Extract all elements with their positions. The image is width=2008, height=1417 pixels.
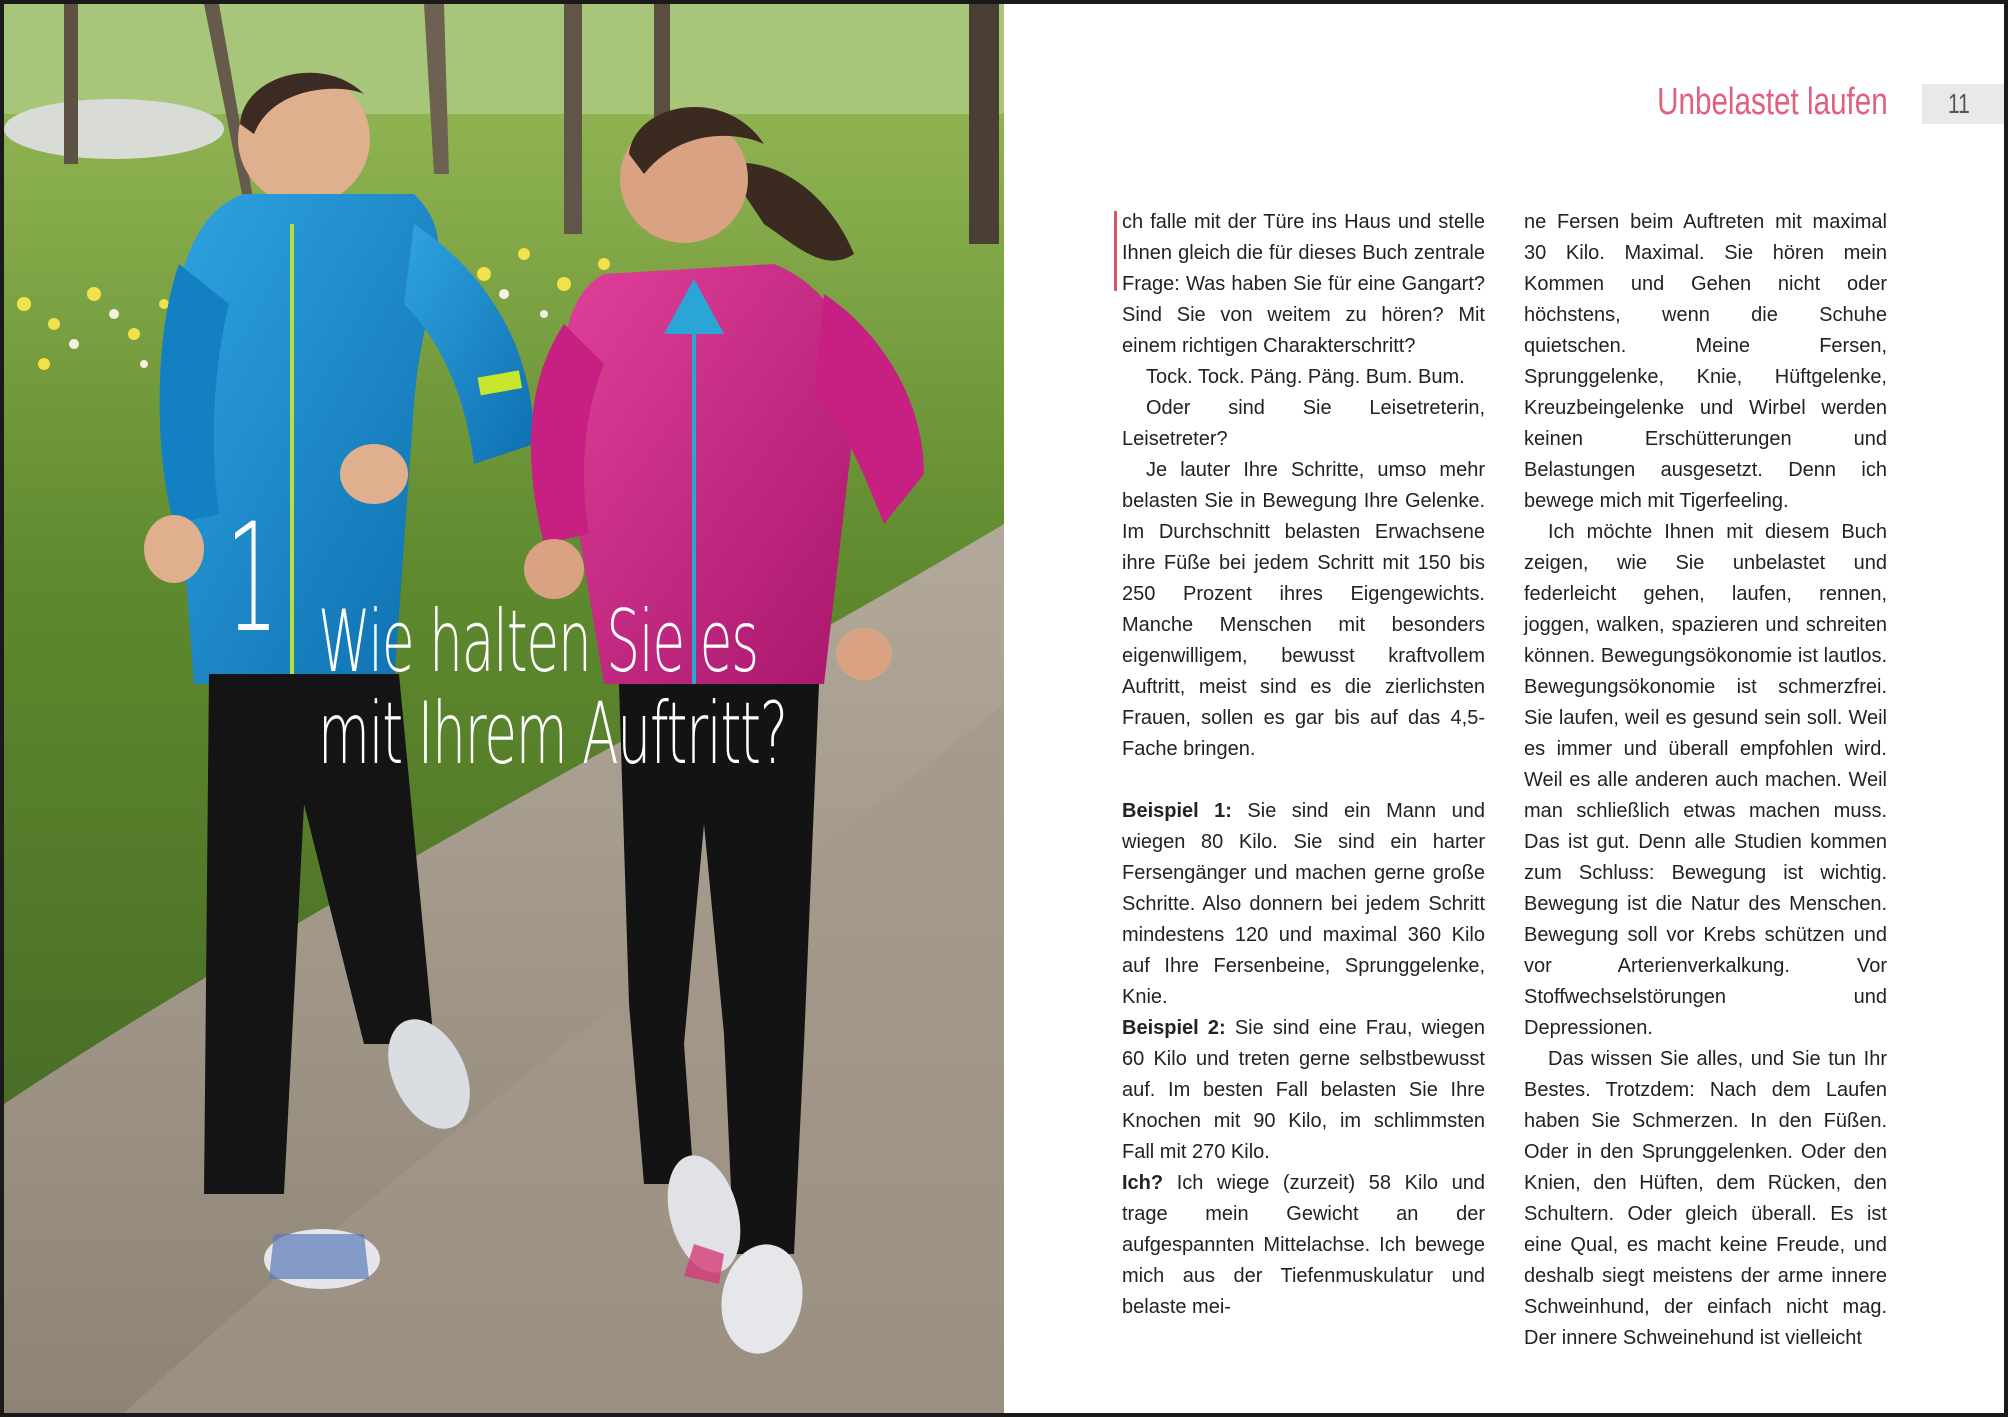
example-label: Beispiel 2: xyxy=(1122,1017,1226,1039)
text-column-2 xyxy=(1524,207,1887,1354)
running-title: Unbelastet laufen xyxy=(1657,81,1888,123)
chapter-title-line-1: Wie halten Sie es xyxy=(318,592,758,692)
paragraph: Tock. Tock. Päng. Päng. Bum. Bum. xyxy=(1146,366,1465,388)
initial-marker xyxy=(1114,211,1117,291)
paragraph: Das wissen Sie alles, und Sie tun Ihr Bestes. Trotzdem: Nach dem Laufen haben Sie Schmerzen. In den Füßen. Oder in den Sprunggelenken. Oder den Knien, den Hüften, dem Rücken, den Schultern. Oder gleich überall. Es ist eine Qual, es macht keine Freude, und deshalb siegt meistens der arme innere Schweinhund, der einfach nicht mag. Der innere Schweinehund ist vielleicht xyxy=(1524,1048,1887,1349)
chapter-photo xyxy=(4,4,1004,1413)
example-3: Ich? Ich wiege (zurzeit) 58 Kilo und trage mein Gewicht an der aufgespannten Mittelachse. Ich bewege mich aus der Tiefenmuskulatur und belaste mei- xyxy=(1122,1172,1485,1318)
text-column-1 xyxy=(1122,207,1485,1323)
paragraph: Ich möchte Ihnen mit diesem Buch zeigen, wie Sie unbelastet und federleicht gehen, laufen, rennen, joggen, walken, spazieren und schreiten können. Bewegungsökonomie ist lautlos. Bewegungsökonomie ist schmerzfrei. Sie laufen, weil es gesund sein soll. Weil es immer und überall empfohlen wird. Weil es alle anderen auch machen. Weil man schließlich etwas machen muss. Das ist gut. Denn alle Studien kommen zum Schluss: Bewegung ist wichtig. Bewegung ist die Natur des Menschen. Bewegung soll vor Krebs schützen und vor Arterienverkalkung. Vor Stoffwechselstörungen und Depressionen. xyxy=(1524,521,1887,1039)
paragraph: ch falle mit der Türe ins Haus und stelle Ihnen gleich die für dieses Buch zentrale Frage: Was haben Sie für eine Gangart? Sind Sie von weitem zu hören? Mit einem richtigen Charakterschritt? xyxy=(1122,207,1485,362)
example-label: Ich? xyxy=(1122,1172,1164,1194)
book-spread xyxy=(4,4,2004,1413)
page-number: 11 xyxy=(1948,88,1970,119)
page-number-tab xyxy=(1922,84,2004,124)
paragraph: Oder sind Sie Leisetreterin, Leisetreter? xyxy=(1122,397,1485,450)
chapter-title-line-2: mit Ihrem Auftritt? xyxy=(318,684,787,784)
example-2: Beispiel 2: Sie sind eine Frau, wiegen 60 Kilo und treten gerne selbstbewusst auf. Im besten Fall belasten Sie Ihre Knochen mit 90 Kilo, im schlimmsten Fall mit 270 Kilo. xyxy=(1122,1017,1485,1163)
text-page xyxy=(1004,4,2004,1413)
example-label: Beispiel 1: xyxy=(1122,800,1232,822)
chapter-number: 1 xyxy=(226,492,277,666)
paragraph: Je lauter Ihre Schritte, umso mehr belasten Sie in Bewegung Ihre Gelenke. Im Durchschnitt belasten Erwachsene ihre Füße bei jedem Schritt mit 150 bis 250 Prozent ihres Eigengewichts. Manche Menschen mit besonders eigenwilligem, bewusst kraftvollem Auftritt, meist sind es die zierlichsten Frauen, sollen es gar bis auf das 4,5-Fache bringen. xyxy=(1122,459,1485,760)
example-1: Beispiel 1: Sie sind ein Mann und wiegen 80 Kilo. Sie sind ein harter Fersengänger und machen gerne große Schritte. Also donnern bei jedem Schritt mindestens 120 und maximal 360 Kilo auf Ihre Fersenbeine, Sprunggelenke, Knie. xyxy=(1122,800,1485,1008)
chapter-title xyxy=(318,592,938,784)
paragraph: ne Fersen beim Auftreten mit maximal 30 Kilo. Maximal. Sie hören mein Kommen und Gehen nicht oder höchstens, wenn die Schuhe quietschen. Meine Fersen, Sprunggelenke, Knie, Hüftgelenke, Kreuzbeingelenke und Wirbel werden keinen Erschütterungen und Belastungen ausgesetzt. Denn ich bewege mich mit Tigerfeeling. xyxy=(1524,211,1887,512)
